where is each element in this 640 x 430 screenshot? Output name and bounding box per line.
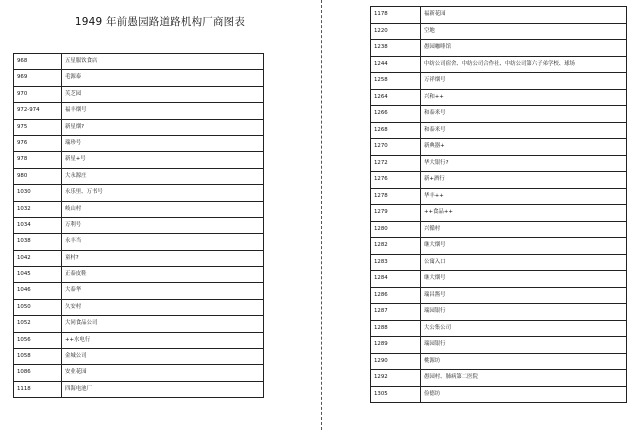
address-number-cell: 1287: [371, 304, 421, 321]
establishment-name-cell: 金城公司: [62, 349, 264, 365]
table-row: [14, 365, 264, 381]
table-row: [14, 234, 264, 250]
address-number-cell: 1086: [14, 365, 62, 381]
left-table-body: [14, 54, 264, 398]
address-number-cell: 1118: [14, 381, 62, 397]
address-number-cell: 1032: [14, 201, 62, 217]
address-number-cell: 1292: [371, 370, 421, 387]
table-row: [14, 54, 264, 70]
table-row: [14, 119, 264, 135]
establishment-name-cell: 新+酒行: [421, 172, 627, 189]
establishment-name-cell: 中纺公司宿舍、中纺公司合作社、中纺公司第六子弟学校、球场: [421, 56, 627, 73]
establishment-name-cell: ++食品++: [421, 205, 627, 222]
table-row: [14, 135, 264, 151]
address-number-cell: 1282: [371, 238, 421, 255]
establishment-name-cell: 愚园村、肺病第二医院: [421, 370, 627, 387]
table-row: [371, 122, 627, 139]
address-number-cell: 1052: [14, 316, 62, 332]
establishment-name-cell: 桃源坊: [421, 353, 627, 370]
address-number-cell: 1278: [371, 188, 421, 205]
establishment-name-cell: 大公集公司: [421, 320, 627, 337]
establishment-name-cell: 福丰烟号: [62, 103, 264, 119]
table-row: [14, 70, 264, 86]
establishment-name-cell: 万祥烟号: [421, 73, 627, 90]
address-number-cell: 1050: [14, 299, 62, 315]
table-row: [371, 205, 627, 222]
address-number-cell: 1058: [14, 349, 62, 365]
establishment-name-cell: ++水电行: [62, 332, 264, 348]
right-table-body: [371, 7, 627, 403]
address-number-cell: 1272: [371, 155, 421, 172]
establishment-name-cell: 新星烟?: [62, 119, 264, 135]
table-row: [14, 381, 264, 397]
address-number-cell: 1244: [371, 56, 421, 73]
table-row: [371, 320, 627, 337]
table-row: [371, 155, 627, 172]
address-number-cell: 1046: [14, 283, 62, 299]
table-row: [14, 267, 264, 283]
establishment-name-cell: 童村?: [62, 250, 264, 266]
establishment-name-cell: 愚园咖啡馆: [421, 40, 627, 57]
address-number-cell: 1305: [371, 386, 421, 403]
table-row: [371, 386, 627, 403]
left-address-table: [13, 53, 264, 398]
establishment-name-cell: 大同食品公司: [62, 316, 264, 332]
table-row: [14, 86, 264, 102]
establishment-name-cell: 和泰米号: [421, 122, 627, 139]
establishment-name-cell: 永乐里、万书号: [62, 185, 264, 201]
table-row: [14, 168, 264, 184]
address-number-cell: 1279: [371, 205, 421, 222]
table-row: [371, 271, 627, 288]
establishment-name-cell: 华大银行?: [421, 155, 627, 172]
establishment-name-cell: 继大烟号: [421, 271, 627, 288]
address-number-cell: 1038: [14, 234, 62, 250]
table-row: [14, 299, 264, 315]
table-row: [371, 370, 627, 387]
address-number-cell: 969: [14, 70, 62, 86]
establishment-name-cell: 久安村: [62, 299, 264, 315]
establishment-name-cell: 华丰++: [421, 188, 627, 205]
address-number-cell: 1290: [371, 353, 421, 370]
table-row: [371, 188, 627, 205]
table-row: [371, 254, 627, 271]
address-number-cell: 1030: [14, 185, 62, 201]
address-number-cell: 1056: [14, 332, 62, 348]
address-number-cell: 1178: [371, 7, 421, 24]
table-row: [14, 152, 264, 168]
address-number-cell: 1220: [371, 23, 421, 40]
table-row: [371, 238, 627, 255]
address-number-cell: 975: [14, 119, 62, 135]
address-number-cell: 1268: [371, 122, 421, 139]
table-row: [14, 217, 264, 233]
establishment-name-cell: 新星+号: [62, 152, 264, 168]
establishment-name-cell: 正泰皮鞋: [62, 267, 264, 283]
table-row: [14, 349, 264, 365]
establishment-name-cell: 瑞园银行: [421, 304, 627, 321]
table-row: [371, 73, 627, 90]
table-row: [371, 23, 627, 40]
establishment-name-cell: 四海电池厂: [62, 381, 264, 397]
right-address-table: [370, 6, 627, 403]
address-number-cell: 1283: [371, 254, 421, 271]
table-row: [371, 139, 627, 156]
address-number-cell: 980: [14, 168, 62, 184]
establishment-name-cell: 岐山村: [62, 201, 264, 217]
establishment-name-cell: 瑞园银行: [421, 337, 627, 354]
address-number-cell: 1288: [371, 320, 421, 337]
table-row: [14, 103, 264, 119]
table-row: [371, 56, 627, 73]
table-row: [14, 185, 264, 201]
address-number-cell: 1276: [371, 172, 421, 189]
address-number-cell: 968: [14, 54, 62, 70]
establishment-name-cell: 俭德坊: [421, 386, 627, 403]
table-row: [371, 221, 627, 238]
address-number-cell: 978: [14, 152, 62, 168]
establishment-name-cell: 大泰华: [62, 283, 264, 299]
table-row: [14, 283, 264, 299]
establishment-name-cell: 兴和++: [421, 89, 627, 106]
address-number-cell: 1034: [14, 217, 62, 233]
table-row: [371, 106, 627, 123]
address-number-cell: 1264: [371, 89, 421, 106]
establishment-name-cell: 新典器+: [421, 139, 627, 156]
establishment-name-cell: 安业花园: [62, 365, 264, 381]
table-row: [371, 287, 627, 304]
establishment-name-cell: 五星服饮食店: [62, 54, 264, 70]
establishment-name-cell: 永丰当: [62, 234, 264, 250]
table-row: [371, 40, 627, 57]
address-number-cell: 1258: [371, 73, 421, 90]
address-number-cell: 1284: [371, 271, 421, 288]
establishment-name-cell: 大永源庄: [62, 168, 264, 184]
establishment-name-cell: 继大烟号: [421, 238, 627, 255]
address-number-cell: 1042: [14, 250, 62, 266]
address-number-cell: 1266: [371, 106, 421, 123]
address-number-cell: 970: [14, 86, 62, 102]
table-row: [14, 201, 264, 217]
address-number-cell: 1286: [371, 287, 421, 304]
address-number-cell: 1289: [371, 337, 421, 354]
page-divider: [321, 0, 322, 430]
establishment-name-cell: 空地: [421, 23, 627, 40]
establishment-name-cell: 福新花园: [421, 7, 627, 24]
table-row: [371, 89, 627, 106]
address-number-cell: 976: [14, 135, 62, 151]
establishment-name-cell: 毛源泰: [62, 70, 264, 86]
table-row: [14, 250, 264, 266]
establishment-name-cell: 公寓入口: [421, 254, 627, 271]
table-row: [371, 337, 627, 354]
table-row: [14, 316, 264, 332]
address-number-cell: 1270: [371, 139, 421, 156]
establishment-name-cell: 和泰米号: [421, 106, 627, 123]
establishment-name-cell: 万利号: [62, 217, 264, 233]
table-row: [371, 172, 627, 189]
table-row: [371, 304, 627, 321]
address-number-cell: 1280: [371, 221, 421, 238]
establishment-name-cell: 芙芝园: [62, 86, 264, 102]
address-number-cell: 1045: [14, 267, 62, 283]
table-row: [371, 353, 627, 370]
establishment-name-cell: 兴循村: [421, 221, 627, 238]
page-title: 1949 年前愚园路道路机构厂商图表: [74, 16, 246, 28]
establishment-name-cell: 瑞珍号: [62, 135, 264, 151]
table-row: [14, 332, 264, 348]
establishment-name-cell: 瑞昌酱号: [421, 287, 627, 304]
address-number-cell: 972-974: [14, 103, 62, 119]
address-number-cell: 1238: [371, 40, 421, 57]
table-row: [371, 7, 627, 24]
